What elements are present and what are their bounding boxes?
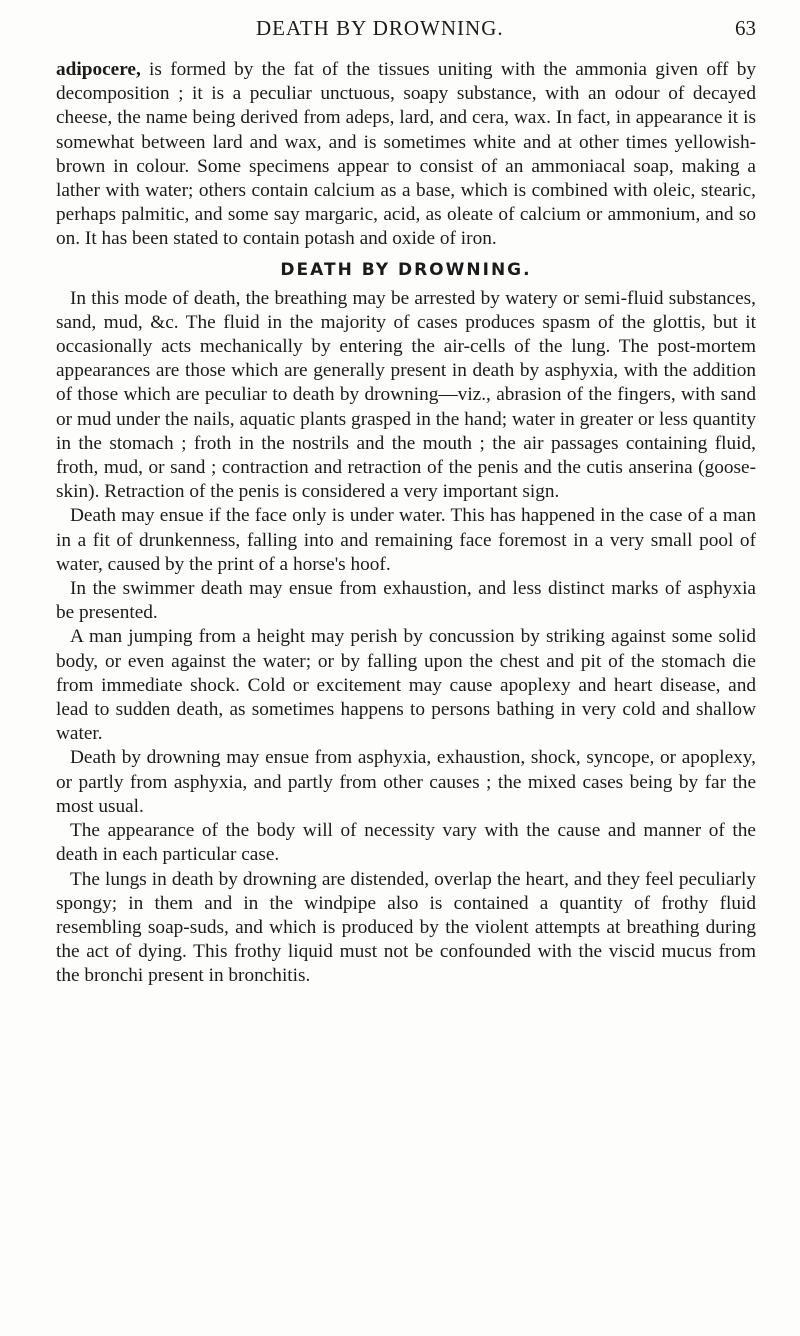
paragraph-adipocere xyxy=(56,58,756,252)
book-page xyxy=(56,0,756,1336)
paragraph: Death by drowning may ensue from asphyxia, exhaustion, shock, syncope, or apoplexy, or partly from asphyxia, and partly from other causes ; the mixed cases being by far the most usual. xyxy=(56,747,756,817)
running-title: DEATH BY DROWNING. xyxy=(256,16,504,40)
paragraph: The appearance of the body will of necessity vary with the cause and manner of the death in each particular case. xyxy=(56,820,756,866)
paragraph: In the swimmer death may ensue from exhaustion, and less distinct marks of asphyxia be presented. xyxy=(56,578,756,624)
paragraph: The lungs in death by drowning are distended, overlap the heart, and they feel peculiarly spongy; in them and in the windpipe also is contained a quantity of frothy fluid resembling soap-suds, and which is produced by the violent attempts at breathing during the act of dying. This frothy liquid must not be confounded with the viscid mucus from the bronchi present in bronchitis. xyxy=(56,868,756,987)
paragraph: Death may ensue if the face only is under water. This has happened in the case of a man in a fit of drunkenness, falling into and remaining face foremost in a very small pool of water, caused by the print of a horse's hoof. xyxy=(56,505,756,575)
section-heading: DEATH BY DROWNING. xyxy=(280,259,532,280)
paragraph: In this mode of death, the breathing may be arrested by watery or semi-fluid substances, sand, mud, &c. The fluid in the majority of cases produces spasm of the glottis, but it occasionally acts mechanically by entering the air-cells of the lung. The post-mortem appearances are those which are generally present in death by asphyxia, with the addition of those which are peculiar to death by drowning—viz., abrasion of the fingers, with sand or mud under the nails, aquatic plants grasped in the hand; water in greater or less quantity in the stomach ; froth in the nostrils and the mouth ; the air passages containing fluid, froth, mud, or sand ; contraction and retraction of the penis and the cutis anserina (goose-skin). Retraction of the penis is considered a very important sign. xyxy=(56,287,756,503)
paragraph: A man jumping from a height may perish by concussion by striking against some solid body, or even against the water; or by falling upon the chest and pit of the stomach die from immediate shock. Cold or excitement may cause apoplexy and heart disease, and lead to sudden death, as sometimes happens to persons bathing in very cold and shallow water. xyxy=(56,626,756,745)
running-head xyxy=(56,14,756,44)
lead-term: adipocere, xyxy=(56,59,141,80)
body-text xyxy=(56,58,756,989)
paragraph-text: is formed by the fat of the tissues uniting with the ammonia given off by decomposition ; it is a peculiar unctuous, soapy substance, with an odour of decayed cheese, the name being derived from adeps, lard, and cera, wax. In fact, in appearance it is somewhat between lard and wax, and is sometimes white and at other times yellowish-brown in colour. Some specimens appear to consist of an ammoniacal soap, making a lather with water; others contain calcium as a base, which is combined with oleic, stearic, perhaps palmitic, and some say margaric, acid, as oleate of calcium or ammonium, and so on. It has been stated to contain potash and oxide of iron. xyxy=(56,59,756,250)
page-number: 63 xyxy=(735,16,756,40)
